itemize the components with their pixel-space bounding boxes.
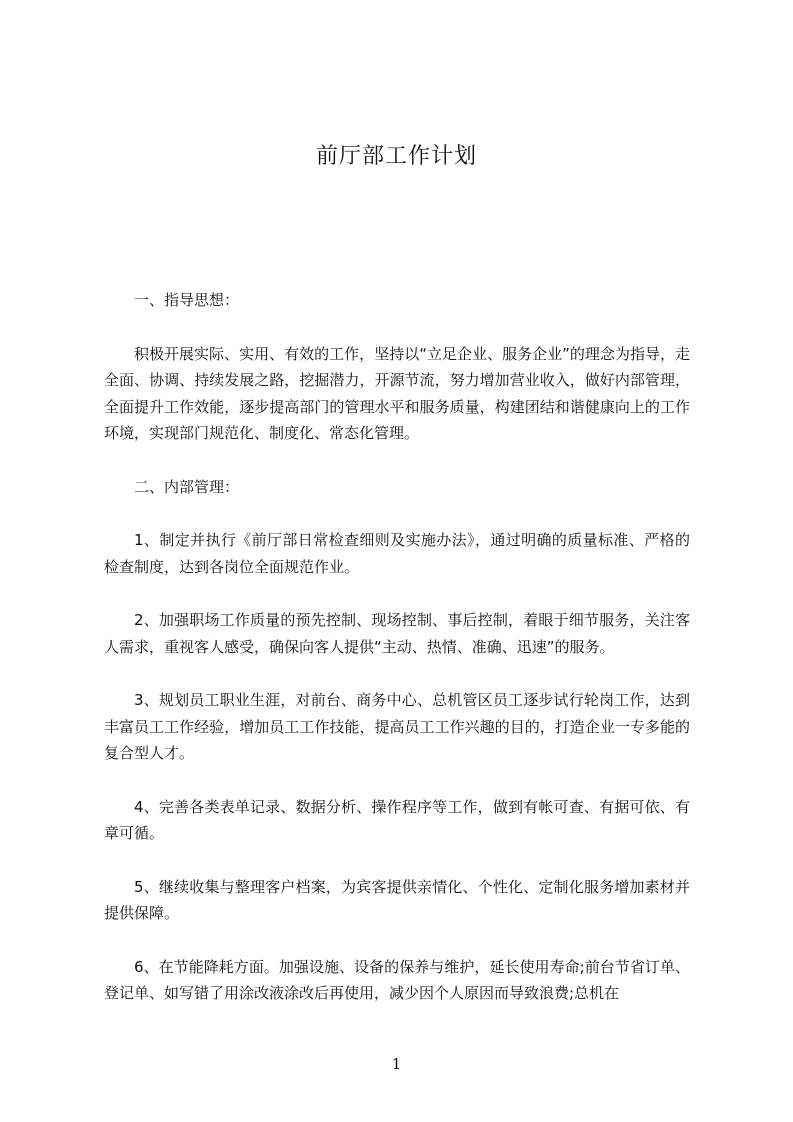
paragraph-spacer	[104, 314, 690, 341]
section-heading-guiding-ideology: 一、指导思想：	[134, 291, 240, 309]
paragraph-spacer	[104, 660, 690, 687]
paragraph-spacer	[104, 580, 690, 607]
paragraph-item-4: 4、完善各类表单记录、数据分析、操作程序等工作，做到有帐可查、有据可依、有章可循。	[104, 797, 690, 842]
paragraph-spacer	[104, 847, 690, 874]
document-body	[104, 287, 690, 1007]
paragraph-item-3: 3、规划员工职业生涯，对前台、商务中心、总机管区员工逐步试行轮岗工作，达到丰富员工工作经验，增加员工工作技能，提高员工工作兴趣的目的，打造企业一专多能的复合型人才。	[104, 691, 690, 762]
paragraph-spacer	[104, 500, 690, 527]
paragraph-item-2: 2、加强职场工作质量的预先控制、现场控制、事后控制，着眼于细节服务，关注客人需求，重视客人感受，确保向客人提供“主动、热情、准确、迅速”的服务。	[104, 611, 690, 656]
paragraph-spacer	[104, 927, 690, 954]
paragraph-item-5: 5、继续收集与整理客户档案，为宾客提供亲情化、个性化、定制化服务增加素材并提供保障。	[104, 877, 690, 922]
paragraph-guiding-ideology: 积极开展实际、实用、有效的工作，坚持以“立足企业、服务企业”的理念为指导，走全面、协调、持续发展之路，挖掘潜力，开源节流，努力增加营业收入，做好内部管理，全面提升工作效能，逐步提高部门的管理水平和服务质量，构建团结和谐健康向上的工作环境，实现部门规范化、制度化、常态化管理。	[104, 344, 690, 442]
page-number: 1	[391, 1055, 402, 1073]
paragraph-item-1: 1、制定并执行《前厅部日常检查细则及实施办法》，通过明确的质量标准、严格的检查制度，达到各岗位全面规范作业。	[104, 531, 690, 576]
document-title: 前厅部工作计划	[315, 144, 477, 169]
paragraph-item-6: 6、在节能降耗方面。加强设施、设备的保养与维护，延长使用寿命;前台节省订单、登记单、如写错了用涂改液涂改后再使用，减少因个人原因而导致浪费;总机在	[104, 957, 690, 1002]
paragraph-spacer	[104, 767, 690, 794]
section-heading-internal-management: 二、内部管理：	[134, 477, 240, 496]
paragraph-spacer	[104, 447, 690, 474]
